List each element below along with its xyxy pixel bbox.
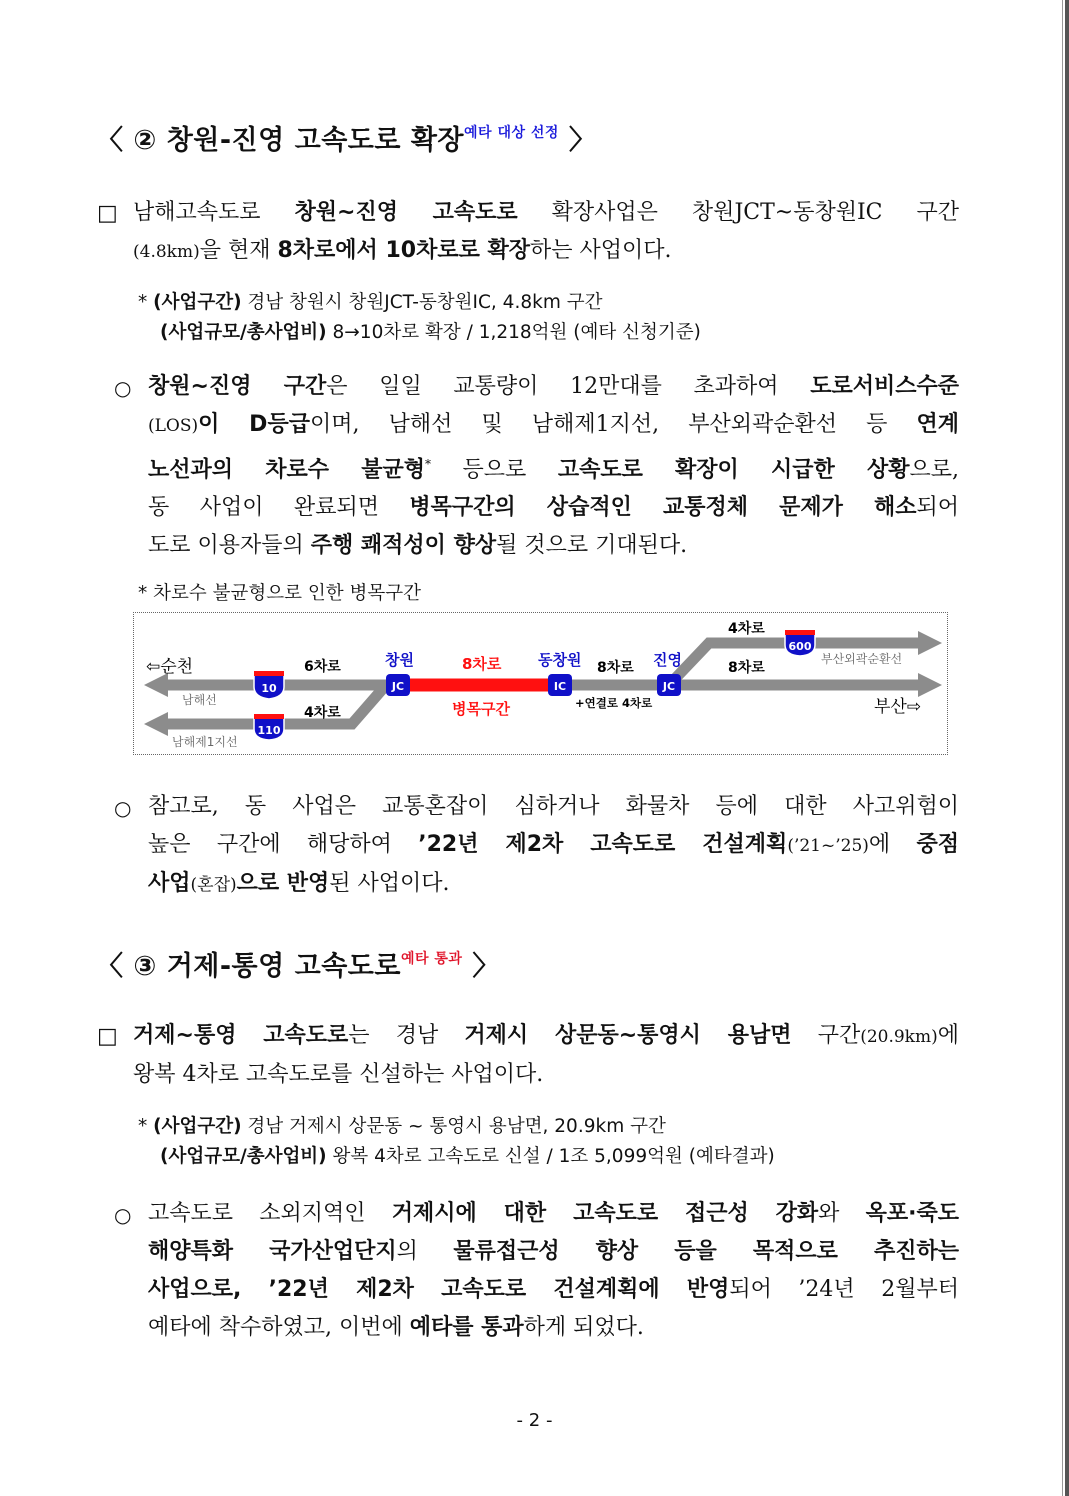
arrow-left-icon	[144, 712, 168, 736]
paragraph-line	[133, 194, 959, 232]
emphasis: 병목구간의 상습적인 교통정체 문제가 해소	[409, 495, 917, 521]
section-title-text: 거제-통영 고속도로	[166, 951, 401, 982]
text-run: 으로,	[909, 457, 959, 483]
emphasis: 해양특화 국가산업단지	[148, 1239, 397, 1264]
note-label: (사업구간)	[153, 1116, 242, 1137]
text-run: 되어 ’24년 2월부터	[729, 1277, 959, 1302]
paragraph-line	[133, 232, 959, 271]
paragraph-line	[148, 1195, 959, 1233]
road-name-namhae1: 남해제1지선	[172, 735, 238, 749]
note-text: 왕복 4차로 고속도로 신설 / 1조 5,099억원 (예타결과)	[326, 1146, 775, 1167]
bullet-circle-icon: ○	[114, 376, 132, 400]
bullet-circle-icon: ○	[114, 1203, 132, 1227]
emphasis: 중점	[916, 832, 960, 857]
text-run: 남해고속도로	[133, 200, 295, 225]
destination-busan: 부산⇨	[874, 697, 922, 717]
paragraph-line	[148, 788, 959, 826]
note-line	[138, 1112, 775, 1142]
note-label: (사업규모/총사업비)	[160, 322, 327, 343]
note-line	[138, 288, 701, 318]
arrow-right-icon	[918, 673, 942, 697]
text-run: 은 일일 교통량이 12만대를 초과하여	[326, 374, 811, 399]
text-run: (20.9km)	[860, 1027, 938, 1047]
emphasis: 옥포·죽도	[865, 1201, 960, 1226]
emphasis: 주행 쾌적성이 향상	[310, 533, 497, 559]
checkbox-square-icon: □	[97, 1024, 118, 1049]
note-line	[138, 318, 701, 348]
section-number: ②	[133, 125, 157, 156]
asterisk: *	[138, 292, 148, 313]
arrow-right-icon	[918, 631, 942, 655]
emphasis: ’22년 제2차 고속도로 건설계획	[418, 832, 788, 857]
node-name: 진영	[653, 651, 682, 669]
bottleneck-diagram	[133, 612, 948, 755]
lead-paragraph	[133, 1017, 959, 1094]
note-label: (사업구간)	[153, 292, 242, 313]
road-name-namhae: 남해선	[182, 693, 217, 707]
emphasis: 창원~진영 구간	[148, 374, 327, 399]
text-run: 을 현재	[199, 238, 278, 263]
emphasis: 노선과의 차로수 불균형	[148, 457, 425, 483]
text-run: 된 사업이다.	[329, 871, 450, 896]
lane-count: 8차로	[728, 660, 765, 676]
status-badge: 예타 대상 선정	[464, 125, 559, 141]
diagram-caption: * 차로수 불균형으로 인한 병목구간	[138, 583, 421, 604]
lane-count: 6차로	[304, 659, 341, 675]
emphasis: 연계	[916, 412, 959, 437]
text-run: 되어	[916, 495, 959, 521]
bullet-circle-icon: ○	[114, 796, 132, 820]
bullet-paragraph	[148, 1195, 959, 1347]
project-note	[138, 1112, 775, 1172]
checkbox-square-icon: □	[97, 201, 118, 226]
emphasis: 거제~통영 고속도로	[133, 1023, 349, 1048]
text-run: 확장사업은 창원JCT~동창원IC 구간	[517, 200, 959, 225]
emphasis: ’22년 제2차 고속도로 건설계획에 반영	[268, 1277, 730, 1302]
route-number: 110	[257, 724, 281, 737]
node-name: 창원	[385, 651, 414, 669]
note-text: 8→10차로 확장 / 1,218억원 (예타 신청기준)	[326, 322, 701, 343]
paragraph-line	[133, 1017, 959, 1056]
ramp-label: +연결로 4차로	[575, 696, 653, 710]
asterisk: *	[138, 1116, 148, 1137]
paragraph-line	[148, 1309, 959, 1347]
paragraph-line	[148, 368, 959, 406]
emphasis: 예타를 통과	[409, 1315, 524, 1340]
lead-paragraph	[133, 194, 959, 271]
bottleneck-label: 병목구간	[452, 700, 510, 718]
paragraph-line	[148, 1233, 959, 1271]
node-label: IC	[553, 680, 567, 693]
road-diagram-svg	[134, 613, 947, 754]
note-text: 경남 거제시 상문동 ~ 통영시 용남면, 20.9km 구간	[241, 1116, 666, 1137]
section-2-title	[96, 118, 596, 157]
status-badge: 예타 통과	[400, 951, 463, 967]
note-text: 경남 창원시 창원JCT-동창원IC, 4.8km 구간	[241, 292, 603, 313]
text-run: 높은 구간에 해당하여	[148, 832, 419, 857]
paragraph-line	[148, 406, 959, 445]
page-number: - 2 -	[516, 1410, 553, 1431]
bullet-paragraph	[148, 368, 959, 565]
paragraph-line	[148, 865, 959, 904]
bracket-close: 〉	[568, 125, 597, 156]
text-run: 참고로, 동 사업은 교통혼잡이 심하거나 화물차 등에 대한 사고위험이	[148, 794, 959, 819]
text-run: 고속도로 소외지역인	[148, 1201, 392, 1226]
lane-count: 4차로	[304, 705, 341, 721]
node-label: JC	[391, 680, 405, 693]
paragraph-line	[148, 445, 959, 489]
emphasis: 사업	[148, 871, 191, 896]
emphasis: 8차로에서 10차로로 확장	[277, 238, 530, 263]
emphasis: 물류접근성 향상 등을 목적으로 추진하는	[453, 1239, 959, 1264]
text-run: 구간	[791, 1023, 861, 1048]
text-run: (4.8km)	[133, 242, 200, 262]
route-number: 600	[788, 640, 812, 653]
node-label: JC	[662, 680, 676, 693]
text-run: 등으로	[430, 457, 558, 483]
emphasis: 고속도로 확장이 시급한 상황	[557, 457, 910, 483]
emphasis: 도로서비스수준	[810, 374, 959, 399]
text-run: (’21~’25)	[787, 836, 869, 856]
emphasis: 사업으로,	[148, 1277, 269, 1302]
text-run: 에	[868, 832, 917, 857]
emphasis: 창원~진영 고속도로	[294, 200, 518, 225]
paragraph-line	[148, 489, 959, 527]
destination-suncheon: ⇦순천	[146, 657, 194, 677]
node-name: 동창원	[538, 651, 582, 669]
bracket-close: 〉	[472, 951, 500, 982]
section-title-text: 창원-진영 고속도로 확장	[166, 125, 465, 156]
text-run: 와	[818, 1201, 866, 1226]
bracket-open: 〈	[96, 125, 124, 156]
note-line	[138, 1142, 775, 1172]
paragraph-line	[148, 1271, 959, 1309]
text-run: (LOS)	[148, 416, 199, 436]
paragraph-line	[148, 527, 959, 565]
text-run: 하게 되었다.	[523, 1315, 644, 1340]
emphasis: 거제시에 대한 고속도로 접근성 강화	[391, 1201, 819, 1226]
route-shield-110-icon	[254, 714, 284, 740]
route-shield-600-icon	[785, 630, 815, 656]
section-number: ③	[133, 951, 157, 982]
text-run: 될 것으로 기대된다.	[496, 533, 688, 559]
text-run: 도로 이용자들의	[148, 533, 311, 559]
text-run: 왕복 4차로 고속도로를 신설하는 사업이다.	[133, 1062, 544, 1087]
page-edge	[1065, 0, 1069, 1496]
text-run: 의	[396, 1239, 454, 1264]
paragraph-line	[133, 1056, 959, 1094]
route-shield-10-icon	[254, 671, 284, 699]
project-note	[138, 288, 701, 348]
footnote-mark: *	[424, 457, 431, 471]
section-3-title	[96, 944, 500, 983]
text-run: 동 사업이 완료되면	[148, 495, 410, 521]
road-name-busan-ring: 부산외곽순환선	[821, 652, 903, 666]
emphasis: 이 D등급	[198, 412, 310, 437]
lane-count: 8차로	[462, 655, 502, 673]
text-run: 예타에 착수하였고, 이번에	[148, 1315, 410, 1340]
text-run: 는 경남	[348, 1023, 465, 1048]
text-run: (혼잡)	[190, 875, 237, 895]
bracket-open: 〈	[96, 951, 124, 982]
text-run: 에	[937, 1023, 960, 1048]
paragraph-line	[148, 826, 959, 865]
lane-count: 4차로	[728, 621, 765, 637]
page-edge-line	[1062, 0, 1063, 1496]
route-number: 10	[261, 682, 277, 695]
note-label: (사업규모/총사업비)	[160, 1146, 327, 1167]
text-run: 하는 사업이다.	[530, 238, 672, 263]
emphasis: 거제시 상문동~통영시 용남면	[464, 1023, 792, 1048]
emphasis: 으로 반영	[236, 871, 330, 896]
lane-count: 8차로	[597, 660, 634, 676]
bullet-paragraph	[148, 788, 959, 904]
text-run: 이며, 남해선 및 남해제1지선, 부산외곽순환선 등	[309, 412, 917, 437]
